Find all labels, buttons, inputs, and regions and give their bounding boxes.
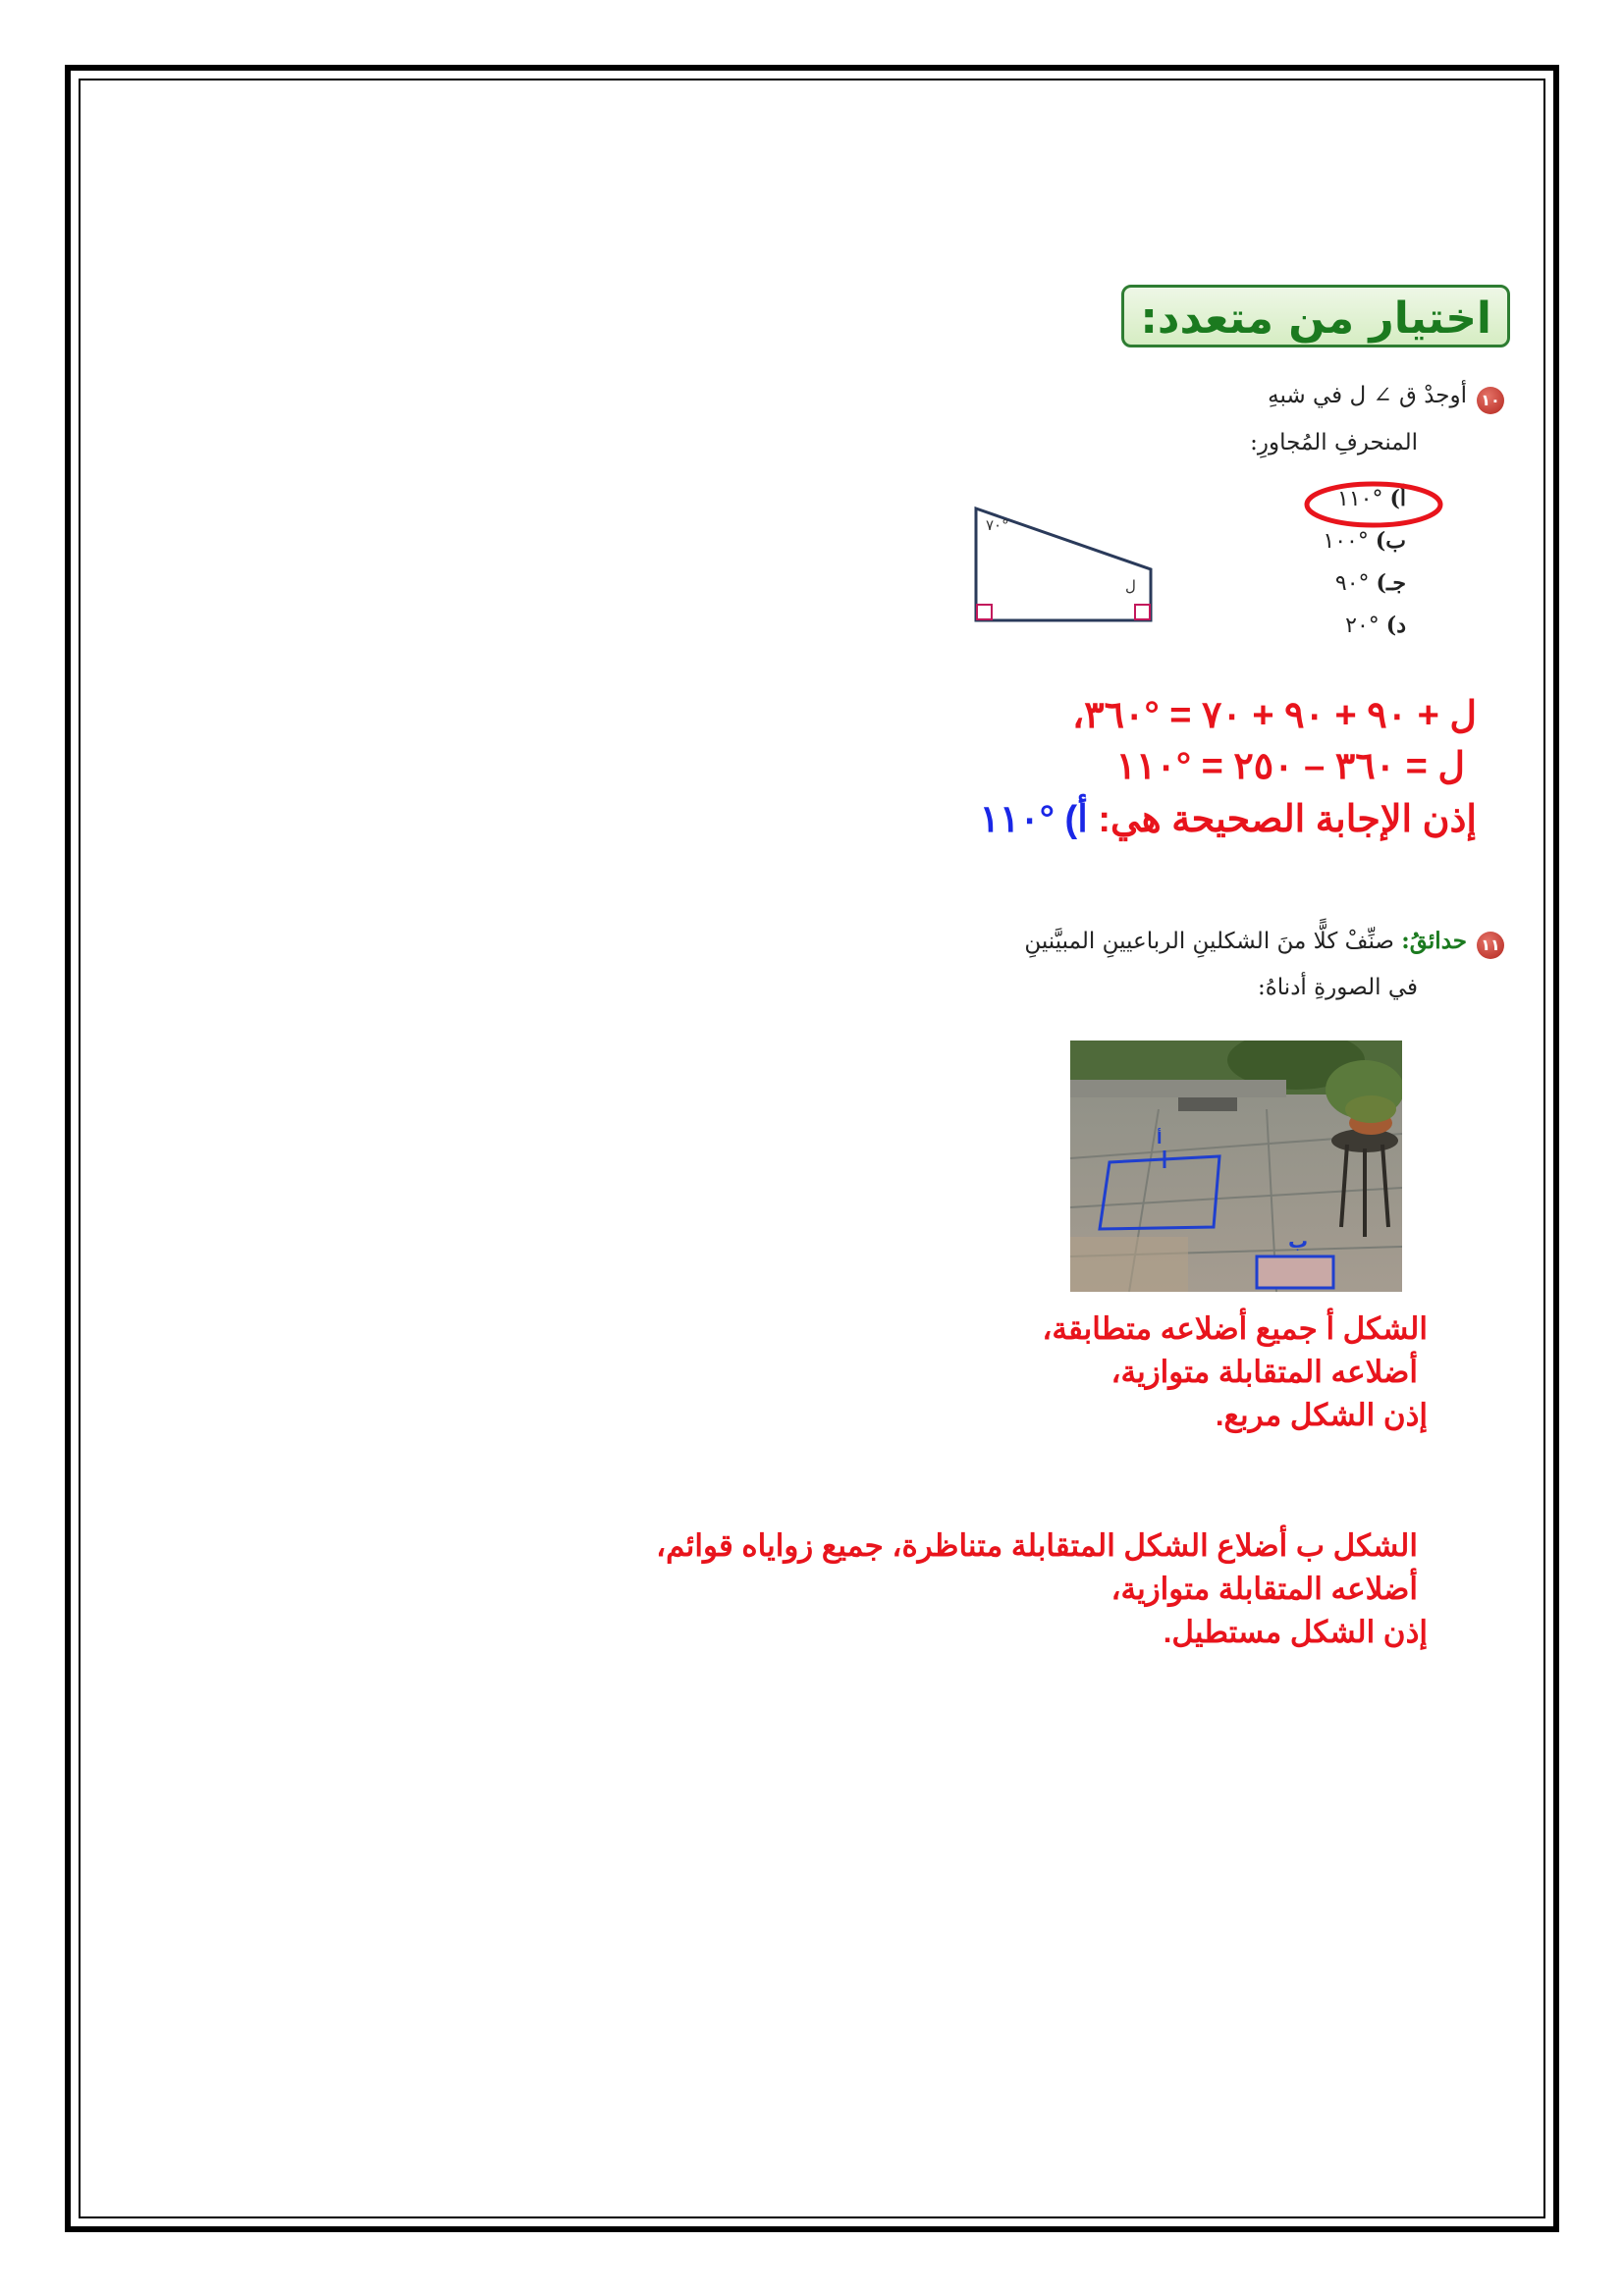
option-d-value: °٢٠: [1345, 614, 1380, 638]
photo-label-a: أ: [1157, 1129, 1163, 1148]
answer-a-line-2: أضلاعه المتقابلة متوازية،: [1110, 1355, 1418, 1389]
question-10-number-badge: ١٠: [1477, 387, 1504, 414]
question-11-category: حدائقُ:: [1401, 928, 1467, 954]
question-11-prompt-line1: [1024, 928, 1467, 954]
option-b-letter: ب): [1375, 528, 1406, 554]
question-11-number-badge: ١١: [1477, 932, 1504, 959]
option-a-value: °١١٠: [1337, 487, 1383, 511]
photo-label-b: ب: [1288, 1229, 1309, 1253]
question-10-prompt-line2: المنحرفِ المُجاورِ:: [1250, 430, 1418, 455]
answer-a-line-3: إذن الشكل مربع.: [1215, 1398, 1428, 1432]
trapezoid-angle-70: ٧٠°: [986, 516, 1009, 534]
question-11-prompt-text: صنِّفْ كلًّا منَ الشكلينِ الرباعيينِ المبيَّنينِ: [1024, 929, 1394, 954]
option-c-letter: جـ): [1376, 570, 1406, 596]
solution-line-3: [980, 797, 1477, 841]
option-c[interactable]: [1335, 570, 1406, 596]
option-b-value: °١٠٠: [1323, 529, 1369, 554]
question-10-prompt-line1: أوجدْ ق ∠ ل في شبهِ: [1268, 383, 1467, 408]
trapezoid-figure: [966, 503, 1163, 626]
answer-b-line-1: الشكل ب أضلاع الشكل المتقابلة متناظرة، جميع زواياه قوائم،: [656, 1528, 1418, 1563]
solution-conclusion-text: إذن الإجابة الصحيحة هي:: [1098, 799, 1477, 840]
option-c-value: °٩٠: [1334, 571, 1370, 596]
answer-circle-mark: [1302, 479, 1445, 530]
solution-answer: أ) °١١٠: [979, 799, 1088, 840]
garden-photo: [1070, 1041, 1402, 1292]
solution-line-2: ل = ٣٦٠ – ٢٥٠ = °١١٠: [1115, 746, 1465, 787]
section-header: اختيار من متعدد:: [1121, 285, 1510, 347]
option-b[interactable]: [1323, 528, 1406, 554]
answer-a-line-1: الشكل أ جميع أضلاعه متطابقة،: [1042, 1311, 1428, 1346]
option-d[interactable]: [1345, 613, 1406, 638]
answer-b-line-2: أضلاعه المتقابلة متوازية،: [1110, 1572, 1418, 1606]
solution-line-1: ل + ٩٠ + ٩٠ + ٧٠ = °٣٦٠،: [1071, 695, 1477, 736]
answer-b-line-3: إذن الشكل مستطيل.: [1163, 1615, 1428, 1649]
option-d-letter: د): [1385, 613, 1406, 638]
trapezoid-angle-l: ل: [1125, 577, 1136, 595]
question-11-prompt-line2: في الصورةِ أدناهُ:: [1257, 975, 1418, 1000]
option-a-letter: أ): [1389, 486, 1406, 511]
